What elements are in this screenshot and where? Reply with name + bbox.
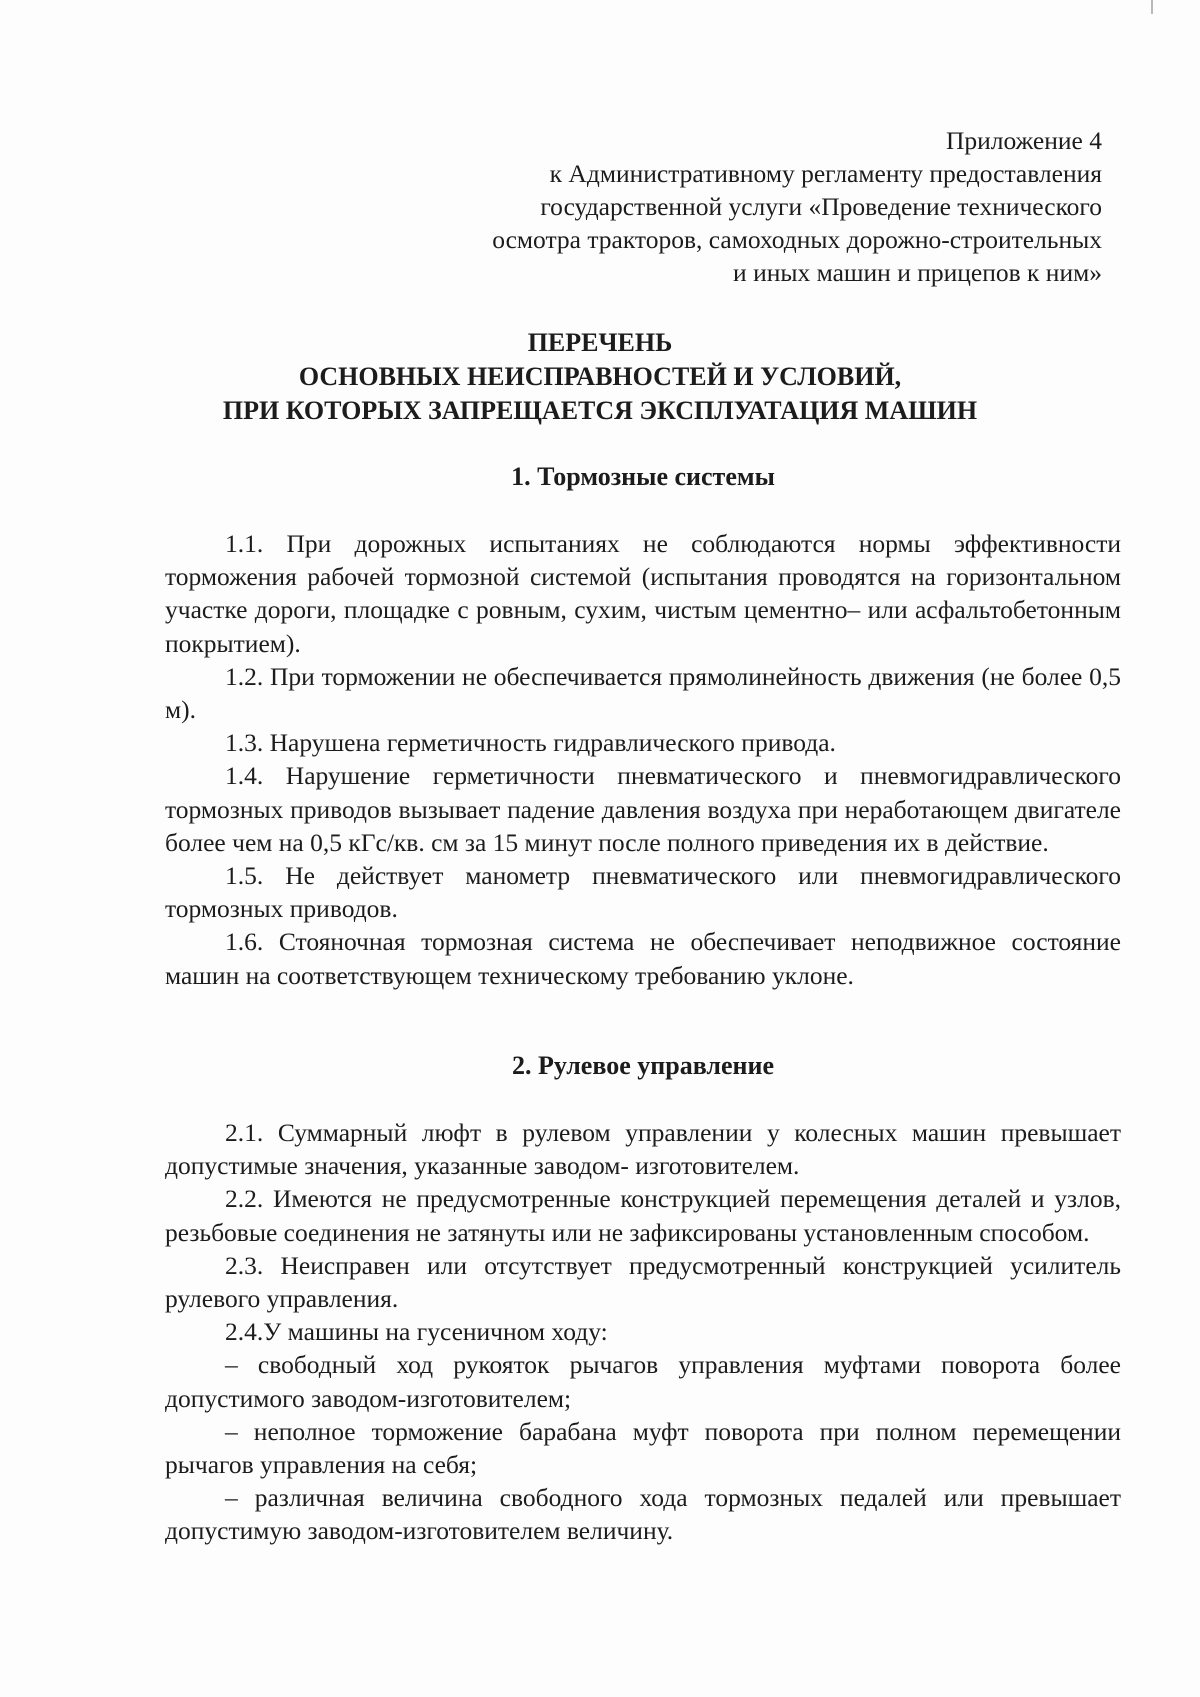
section-steering [165, 1050, 1121, 1548]
title-line: ПЕРЕЧЕНЬ [527, 328, 673, 357]
appendix-line: к Административному регламенту предоставления [549, 159, 1102, 188]
paragraph: 2.3. Неисправен или отсутствует предусмотренный конструкцией усилитель рулевого управления. [165, 1250, 1121, 1314]
appendix-reference [342, 124, 1102, 289]
paragraph: 1.3. Нарушена герметичность гидравлического привода. [225, 728, 836, 758]
paragraph: 2.4.У машины на гусеничном ходу: [225, 1317, 608, 1347]
paragraph: – различная величина свободного хода тормозных педалей или превышает допустимую заводом-изготовителем величину. [165, 1483, 1121, 1546]
appendix-line: государственной услуги «Проведение технического [540, 192, 1102, 221]
section-brake-systems [165, 461, 1121, 992]
scan-edge-mark [1151, 0, 1153, 14]
paragraph: 1.2. При торможении не обеспечивается прямолинейность движения (не более 0,5 м). [165, 661, 1121, 725]
paragraph: 1.6. Стояночная тормозная система не обеспечивает неподвижное состояние машин на соответствующем техническому требованию уклоне. [165, 927, 1121, 990]
paragraph: 1.4. Нарушение герметичности пневматического и пневмогидравлического тормозных приводов вызывает падение давления воздуха при неработающем двигателе более чем на 0,5 кГс/кв. см за 15 минут после полного приведения их в действие. [165, 761, 1121, 857]
document-title [160, 326, 1040, 428]
title-line: ПРИ КОТОРЫХ ЗАПРЕЩАЕТСЯ ЭКСПЛУАТАЦИЯ МАШИН [222, 396, 978, 425]
title-line: ОСНОВНЫХ НЕИСПРАВНОСТЕЙ И УСЛОВИЙ, [298, 362, 902, 391]
appendix-line: и иных машин и прицепов к ним» [733, 258, 1102, 287]
section-heading: 2. Рулевое управление [511, 1051, 775, 1080]
section-heading: 1. Тормозные системы [511, 462, 775, 491]
paragraph: 1.5. Не действует манометр пневматического или пневмогидравлического тормозных приводов. [165, 861, 1121, 924]
paragraph: 2.2. Имеются не предусмотренные конструкцией перемещения деталей и узлов, резьбовые соединения не затянуты или не зафиксированы установленным способом. [165, 1184, 1121, 1247]
appendix-line: осмотра тракторов, самоходных дорожно-строительных [492, 225, 1102, 254]
paragraph: – свободный ход рукояток рычагов управления муфтами поворота более допустимого заводом-изготовителем; [165, 1350, 1121, 1413]
paragraph: – неполное торможение барабана муфт поворота при полном перемещении рычагов управления на себя; [165, 1416, 1121, 1480]
paragraph: 2.1. Суммарный люфт в рулевом управлении у колесных машин превышает допустимые значения, указанные заводом- изготовителем. [165, 1118, 1121, 1181]
appendix-line: Приложение 4 [946, 126, 1102, 155]
paragraph: 1.1. При дорожных испытаниях не соблюдаются нормы эффективности торможения рабочей тормозной системой (испытания проводятся на горизонтальном участке дороги, площадке с ровным, сухим, чистым цементно– или асфальтобетонным покрытием). [165, 529, 1121, 658]
